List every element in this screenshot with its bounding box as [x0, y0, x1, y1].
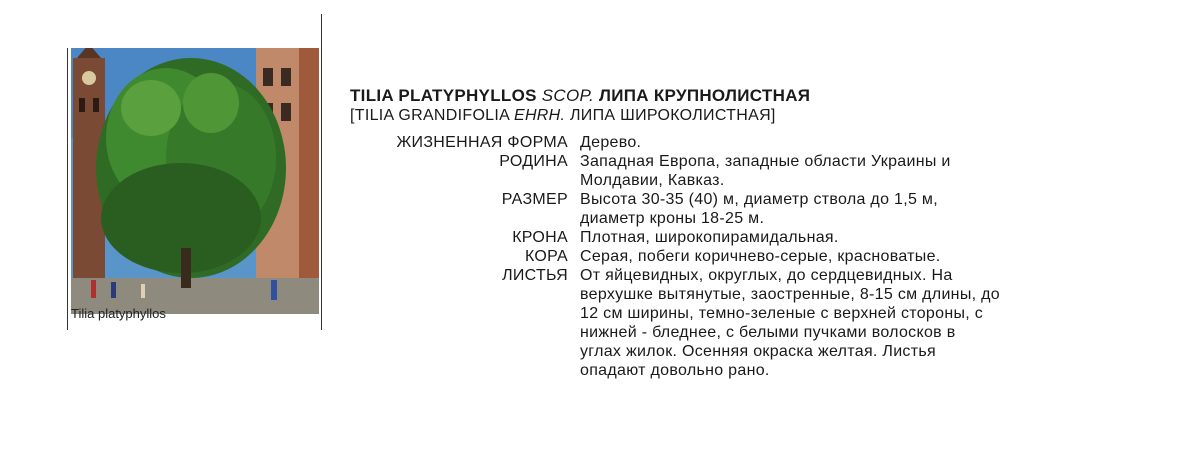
properties-table: [350, 133, 1000, 380]
property-row: [350, 190, 1000, 228]
russian-name: ЛИПА КРУПНОЛИСТНАЯ: [593, 86, 811, 105]
property-value: Западная Европа, западные области Украины и Молдавии, Кавказ.: [580, 153, 951, 189]
figure: [67, 14, 323, 330]
frame-divider: [67, 48, 68, 330]
species-header: [350, 86, 1170, 126]
property-value: Плотная, широкопирамидальная.: [580, 229, 839, 246]
property-label: КОРА: [524, 248, 568, 265]
tree-photo-illustration: [71, 48, 319, 314]
property-label: РАЗМЕР: [501, 191, 568, 208]
property-row: [350, 152, 1000, 190]
property-label: ЖИЗНЕННАЯ ФОРМА: [396, 134, 568, 151]
frame-divider: [321, 14, 322, 330]
property-label: КРОНА: [512, 229, 568, 246]
property-row: [350, 247, 1000, 266]
synonym-russian: ЛИПА ШИРОКОЛИСТНАЯ]: [565, 107, 776, 124]
property-row: [350, 266, 1000, 380]
property-row: [350, 228, 1000, 247]
property-value: Серая, побеги коричнево-серые, красноватые.: [580, 248, 941, 265]
latin-name: TILIA PLATYPHYLLOS: [350, 86, 542, 105]
synonym-latin: [TILIA GRANDIFOLIA: [350, 107, 514, 124]
property-value: От яйцевидных, округлых, до сердцевидных. На верхушке вытянутые, заостренные, 8-15 см длины, до 12 см ширины, темно-зеленые с верхней стороны, с нижней - бледнее, с белыми пучками волосков в углах жилок. Осенняя окраска желтая. Листья опадают довольно рано.: [580, 267, 1000, 379]
property-row: [350, 133, 1000, 152]
species-title: [350, 86, 1170, 106]
property-value: Дерево.: [580, 134, 642, 151]
tree-photo: [71, 48, 319, 314]
figure-caption: Tilia platyphyllos: [71, 306, 166, 321]
author-abbrev: SCOP.: [541, 86, 594, 105]
property-value: Высота 30-35 (40) м, диаметр ствола до 1,5 м, диаметр кроны 18-25 м.: [580, 191, 938, 227]
property-label: ЛИСТЬЯ: [502, 267, 568, 284]
species-synonym: [350, 106, 1170, 126]
synonym-author: EHRH.: [513, 107, 566, 124]
property-label: РОДИНА: [499, 153, 568, 170]
